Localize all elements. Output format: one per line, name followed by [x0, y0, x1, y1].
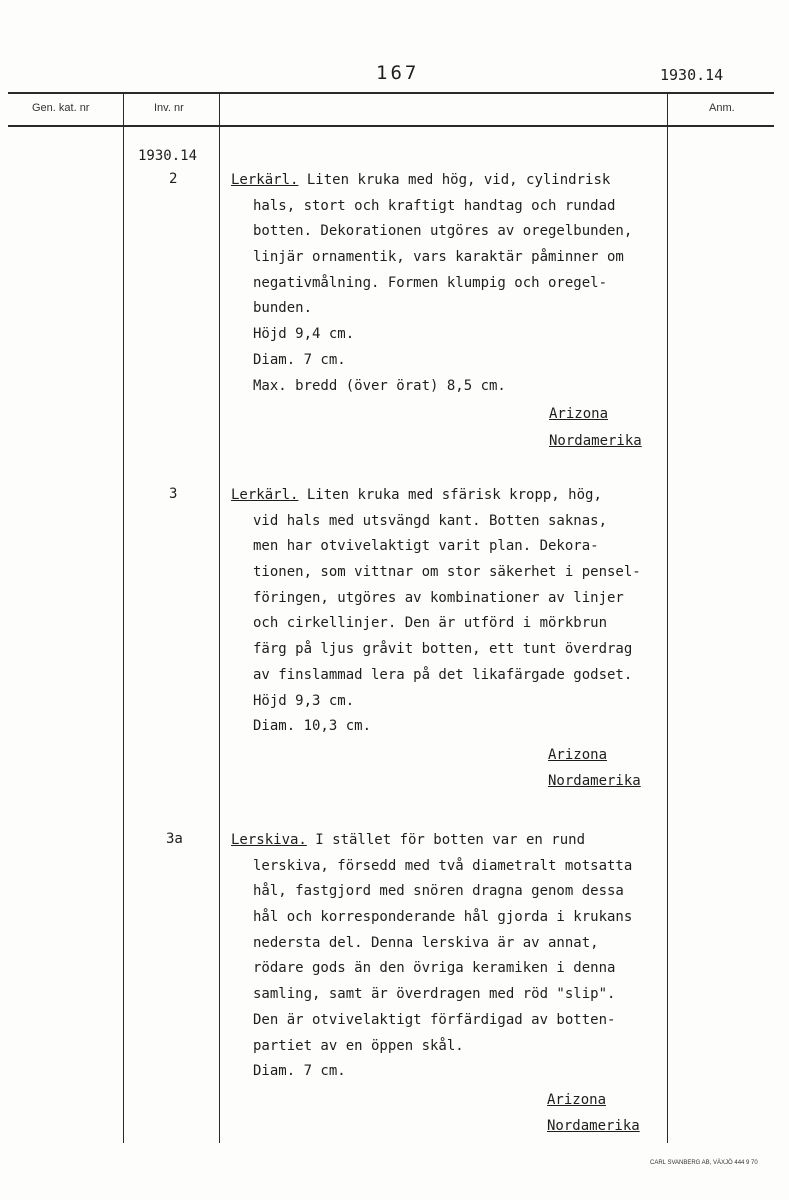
entry-description	[231, 168, 671, 399]
entry-line: lerskiva, försedd med två diametralt motsatta	[253, 857, 633, 874]
catalog-id-header: 1930.14	[660, 66, 724, 84]
entry-line: föringen, utgöres av kombinationer av linjer	[253, 589, 624, 606]
entry-line: hål, fastgjord med snören dragna genom dessa	[253, 883, 624, 900]
entry-line: och cirkellinjer. Den är utförd i mörkbrun	[253, 615, 608, 632]
inv-number: 2	[169, 171, 178, 187]
location-region: Arizona	[548, 747, 608, 763]
entry-text: Liten kruka med hög, vid, cylindrisk	[298, 172, 611, 188]
entry-line: Diam. 7 cm.	[253, 1063, 346, 1080]
entry-line: rödare gods än den övriga keramiken i denna	[253, 960, 616, 977]
entry-title: Lerskiva.	[231, 832, 307, 848]
entry-text: Liten kruka med sfärisk kropp, hög,	[298, 487, 602, 503]
entry-text: I stället för botten var en rund	[306, 832, 586, 848]
location-region: Arizona	[549, 406, 609, 422]
column-divider-2	[219, 93, 220, 1143]
entry-title: Lerkärl.	[231, 487, 299, 503]
entry-line: hål och korresponderande hål gjorda i krukans	[253, 909, 633, 926]
entry-line: botten. Dekorationen utgöres av oregelbunden,	[253, 223, 633, 240]
column-header-anm: Anm.	[709, 102, 735, 114]
printer-mark: CARL SVANBERG AB, VÄXJÖ 444 9 70	[650, 1160, 758, 1166]
location-continent: Nordamerika	[549, 433, 642, 449]
entry-line: negativmålning. Formen klumpig och oregel-	[253, 274, 608, 291]
entry-line: Diam. 10,3 cm.	[253, 718, 372, 735]
entry-line: samling, samt är överdragen med röd "slip".	[253, 986, 616, 1003]
column-header-gen-kat-nr: Gen. kat. nr	[32, 102, 90, 114]
entry-line: partiet av en öppen skål.	[253, 1037, 464, 1054]
entry-line: av finslammad lera på det likafärgade godset.	[253, 666, 633, 683]
entry-line: tionen, som vittnar om stor säkerhet i pensel-	[253, 564, 641, 581]
entry-first-line	[231, 483, 671, 509]
inv-number: 3	[169, 486, 178, 502]
entry-title: Lerkärl.	[231, 172, 299, 188]
entry-description	[231, 828, 671, 1085]
entry-line: Höjd 9,4 cm.	[253, 326, 355, 343]
entry-description	[231, 483, 671, 740]
entry-line: nedersta del. Denna lerskiva är av annat,	[253, 934, 599, 951]
entry-line: Den är otvivelaktigt förfärdigad av botten-	[253, 1011, 616, 1028]
entry-line: vid hals med utsvängd kant. Botten saknas,	[253, 512, 608, 529]
entry-line: Max. bredd (över örat) 8,5 cm.	[253, 377, 506, 394]
entry-line: hals, stort och kraftigt handtag och rundad	[253, 197, 616, 214]
location-continent: Nordamerika	[547, 1118, 640, 1134]
entry-line: Diam. 7 cm.	[253, 351, 346, 368]
location-continent: Nordamerika	[548, 773, 641, 789]
catalog-id: 1930.14	[138, 148, 198, 164]
entry-line: Höjd 9,3 cm.	[253, 692, 355, 709]
entry-line: färg på ljus gråvit botten, ett tunt överdrag	[253, 641, 633, 658]
entry-line: men har otvivelaktigt varit plan. Dekora-	[253, 538, 599, 555]
entry-line: linjär ornamentik, vars karaktär påminner om	[253, 249, 624, 266]
column-divider-1	[123, 93, 124, 1143]
inv-number: 3a	[166, 831, 183, 847]
location-region: Arizona	[547, 1092, 607, 1108]
entry-line: bunden.	[253, 300, 313, 317]
entry-first-line	[231, 828, 671, 854]
entry-first-line	[231, 168, 671, 194]
page-number: 167	[376, 62, 420, 84]
column-header-inv-nr: Inv. nr	[154, 102, 184, 114]
